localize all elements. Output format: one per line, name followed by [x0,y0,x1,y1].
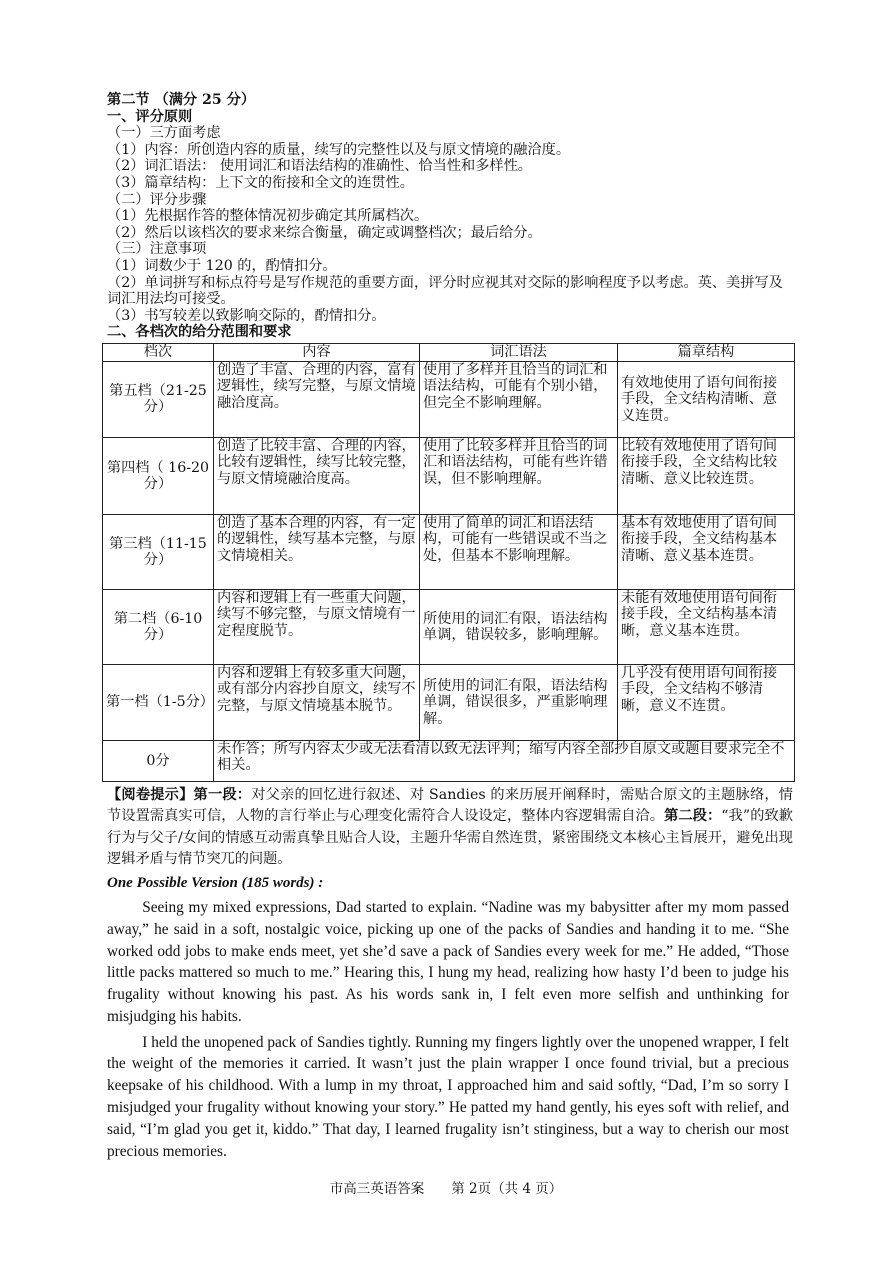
structure-cell: 比较有效地使用了语句间衔接手段，全文结构比较清晰、意义比较连贯。 [618,437,795,514]
table-row [103,437,795,514]
table-row [103,589,795,664]
structure-cell: 未能有效地使用语句间衔接手段，全文结构基本清晰，意义基本连贯。 [618,589,795,664]
table-row [103,361,795,437]
structure-cell: 基本有效地使用了语句间衔接手段，全文结构基本清晰、意义基本连贯。 [618,514,795,589]
table-row [103,664,795,740]
header-cell: 档次 [103,343,214,361]
page-footer: 市高三英语答案 第 2页（共 4 页） [329,1181,563,1198]
level-cell: 第四档（ 16-20分） [103,437,214,514]
principle-line: （2）单词拼写和标点符号是写作规范的重要方面，评分时应视其对交际的影响程度予以考虑。英、美拼写及词汇用法均可接受。 [107,274,783,308]
essay-paragraph: I held the unopened pack of Sandies tightly. Running my fingers lightly over the unopened wrapper, I felt the weight of the memories it carried. It wasn’t just the plain wrapper I once found trivial, but a precious keepsake of his childhood. With a lump in my throat, I approached him and said softly, “Dad, I’m so sorry I misjudged your frugality without knowing your story.” He patted my hand gently, his eyes soft with relief, and said, “I’m glad you get it, kiddo.” That day, I learned frugality isn’t stinginess, but a way to cherish our most precious memories. [107,1033,789,1160]
table-row [103,514,795,589]
principle-line: （3）篇章结构：上下文的衔接和全文的连贯性。 [107,174,414,191]
page-content [102,0,796,1218]
level-cell: 第三档（11-15分） [103,514,214,589]
table-heading: 二、各档次的给分范围和要求 [107,324,292,341]
principle-line: （2）然后以该档次的要求来综合衡量，确定或调整档次；最后给分。 [107,224,542,241]
principle-line: （3）书写较差以致影响交际的，酌情扣分。 [107,307,386,324]
grammar-cell: 使用了比较多样并且恰当的词汇和语法结构，可能有些许错误，但不影响理解。 [420,437,618,514]
principle-line: （1）内容：所创造内容的质量，续写的完整性以及与原文情境的融洽度。 [107,141,571,158]
principle-line: （二）评分步骤 [107,191,207,208]
header-cell: 篇章结构 [618,343,795,361]
zero-score-cell: 未作答；所写内容太少或无法看清以致无法评判；缩写内容全部抄自原文或题目要求完全不相关。 [214,740,795,781]
section-title: 第二节 （满分 25 分） [107,92,256,108]
level-cell: 第五档（21-25分） [103,361,214,437]
grading-tip [107,785,793,871]
tip-p2: “我”的致歉行为与父子/女间的情感互动需真挚且贴合人设，主题升华需自然连贯，紧密围绕文本核心主旨展开，避免出现逻辑矛盾与情节突兀的问题。 [107,808,793,868]
version-title: One Possible Version (185 words) : [107,874,324,891]
header-cell: 词汇语法 [420,343,618,361]
table-header-row [103,343,795,361]
grammar-cell: 使用了简单的词汇和语法结构，可能有一些错误或不当之处，但基本不影响理解。 [420,514,618,589]
structure-cell: 几乎没有使用语句间衔接手段，全文结构不够清晰，意义不连贯。 [618,664,795,740]
grammar-cell: 所使用的词汇有限，语法结构单调，错误很多，严重影响理解。 [420,664,618,740]
grammar-cell: 所使用的词汇有限，语法结构单调，错误较多，影响理解。 [420,589,618,664]
content-cell: 创造了丰富、合理的内容，富有逻辑性，续写完整，与原文情境融洽度高。 [214,361,420,437]
principle-line: （1）词数少于 120 的，酌情扣分。 [107,257,337,274]
scoring-principles [107,92,795,341]
tip-p1-label: 第一段： [193,786,252,803]
content-cell: 创造了基本合理的内容，有一定的逻辑性，续写基本完整，与原文情境相关。 [214,514,420,589]
sample-essay [107,897,789,1163]
principle-line: （1）先根据作答的整体情况初步确定其所属档次。 [107,208,429,225]
content-cell: 创造了比较丰富、合理的内容，比较有逻辑性，续写比较完整，与原文情境融洽度高。 [214,437,420,514]
content-cell: 内容和逻辑上有较多重大问题，或有部分内容抄自原文，续写不完整，与原文情境基本脱节。 [214,664,420,740]
table-row [103,740,795,781]
level-cell: 第一档（1-5分） [103,664,214,740]
tip-p2-label: 第二段： [664,808,722,825]
principle-line: （2）词汇语法： 使用词汇和语法结构的准确性、恰当性和多样性。 [107,158,532,175]
tip-p1: 对父亲的回忆进行叙述、对 Sandies 的来历展开阐释时，需贴合原文的主题脉络，情节设置需真实可信，人物的言行举止与心理变化需符合人设设定，整体内容逻辑需自洽。 [107,786,793,825]
level-cell: 第二档（6-10分） [103,589,214,664]
essay-paragraph: Seeing my mixed expressions, Dad started to explain. “Nadine was my babysitter after my mom passed away,” he said in a soft, nostalgic voice, picking up one of the packs of Sandies and handing it to me. “She worked odd jobs to make ends meet, yet she’d save a pack of Sandies every week for me.” He added, “Those little packs mattered so much to me.” Hearing this, I hung my head, realizing how hasty I’d been to judge his frugality without knowing his past. As his words sank in, I felt even more selfish and unthinking for misjudging his habits. [107,898,789,1025]
scoring-table [102,343,795,782]
grammar-cell: 使用了多样并且恰当的词汇和语法结构，可能有个别小错，但完全不影响理解。 [420,361,618,437]
header-cell: 内容 [214,343,420,361]
tip-label: 【阅卷提示】 [107,786,194,803]
principle-line: （三）注意事项 [107,241,207,258]
level-cell: 0分 [103,740,214,781]
principles-heading: 一、评分原则 [107,108,193,125]
structure-cell: 有效地使用了语句间衔接手段，全文结构清晰、意义连贯。 [618,361,795,437]
principle-line: （一）三方面考虑 [107,125,221,142]
content-cell: 内容和逻辑上有一些重大问题，续写不够完整，与原文情境有一定程度脱节。 [214,589,420,664]
